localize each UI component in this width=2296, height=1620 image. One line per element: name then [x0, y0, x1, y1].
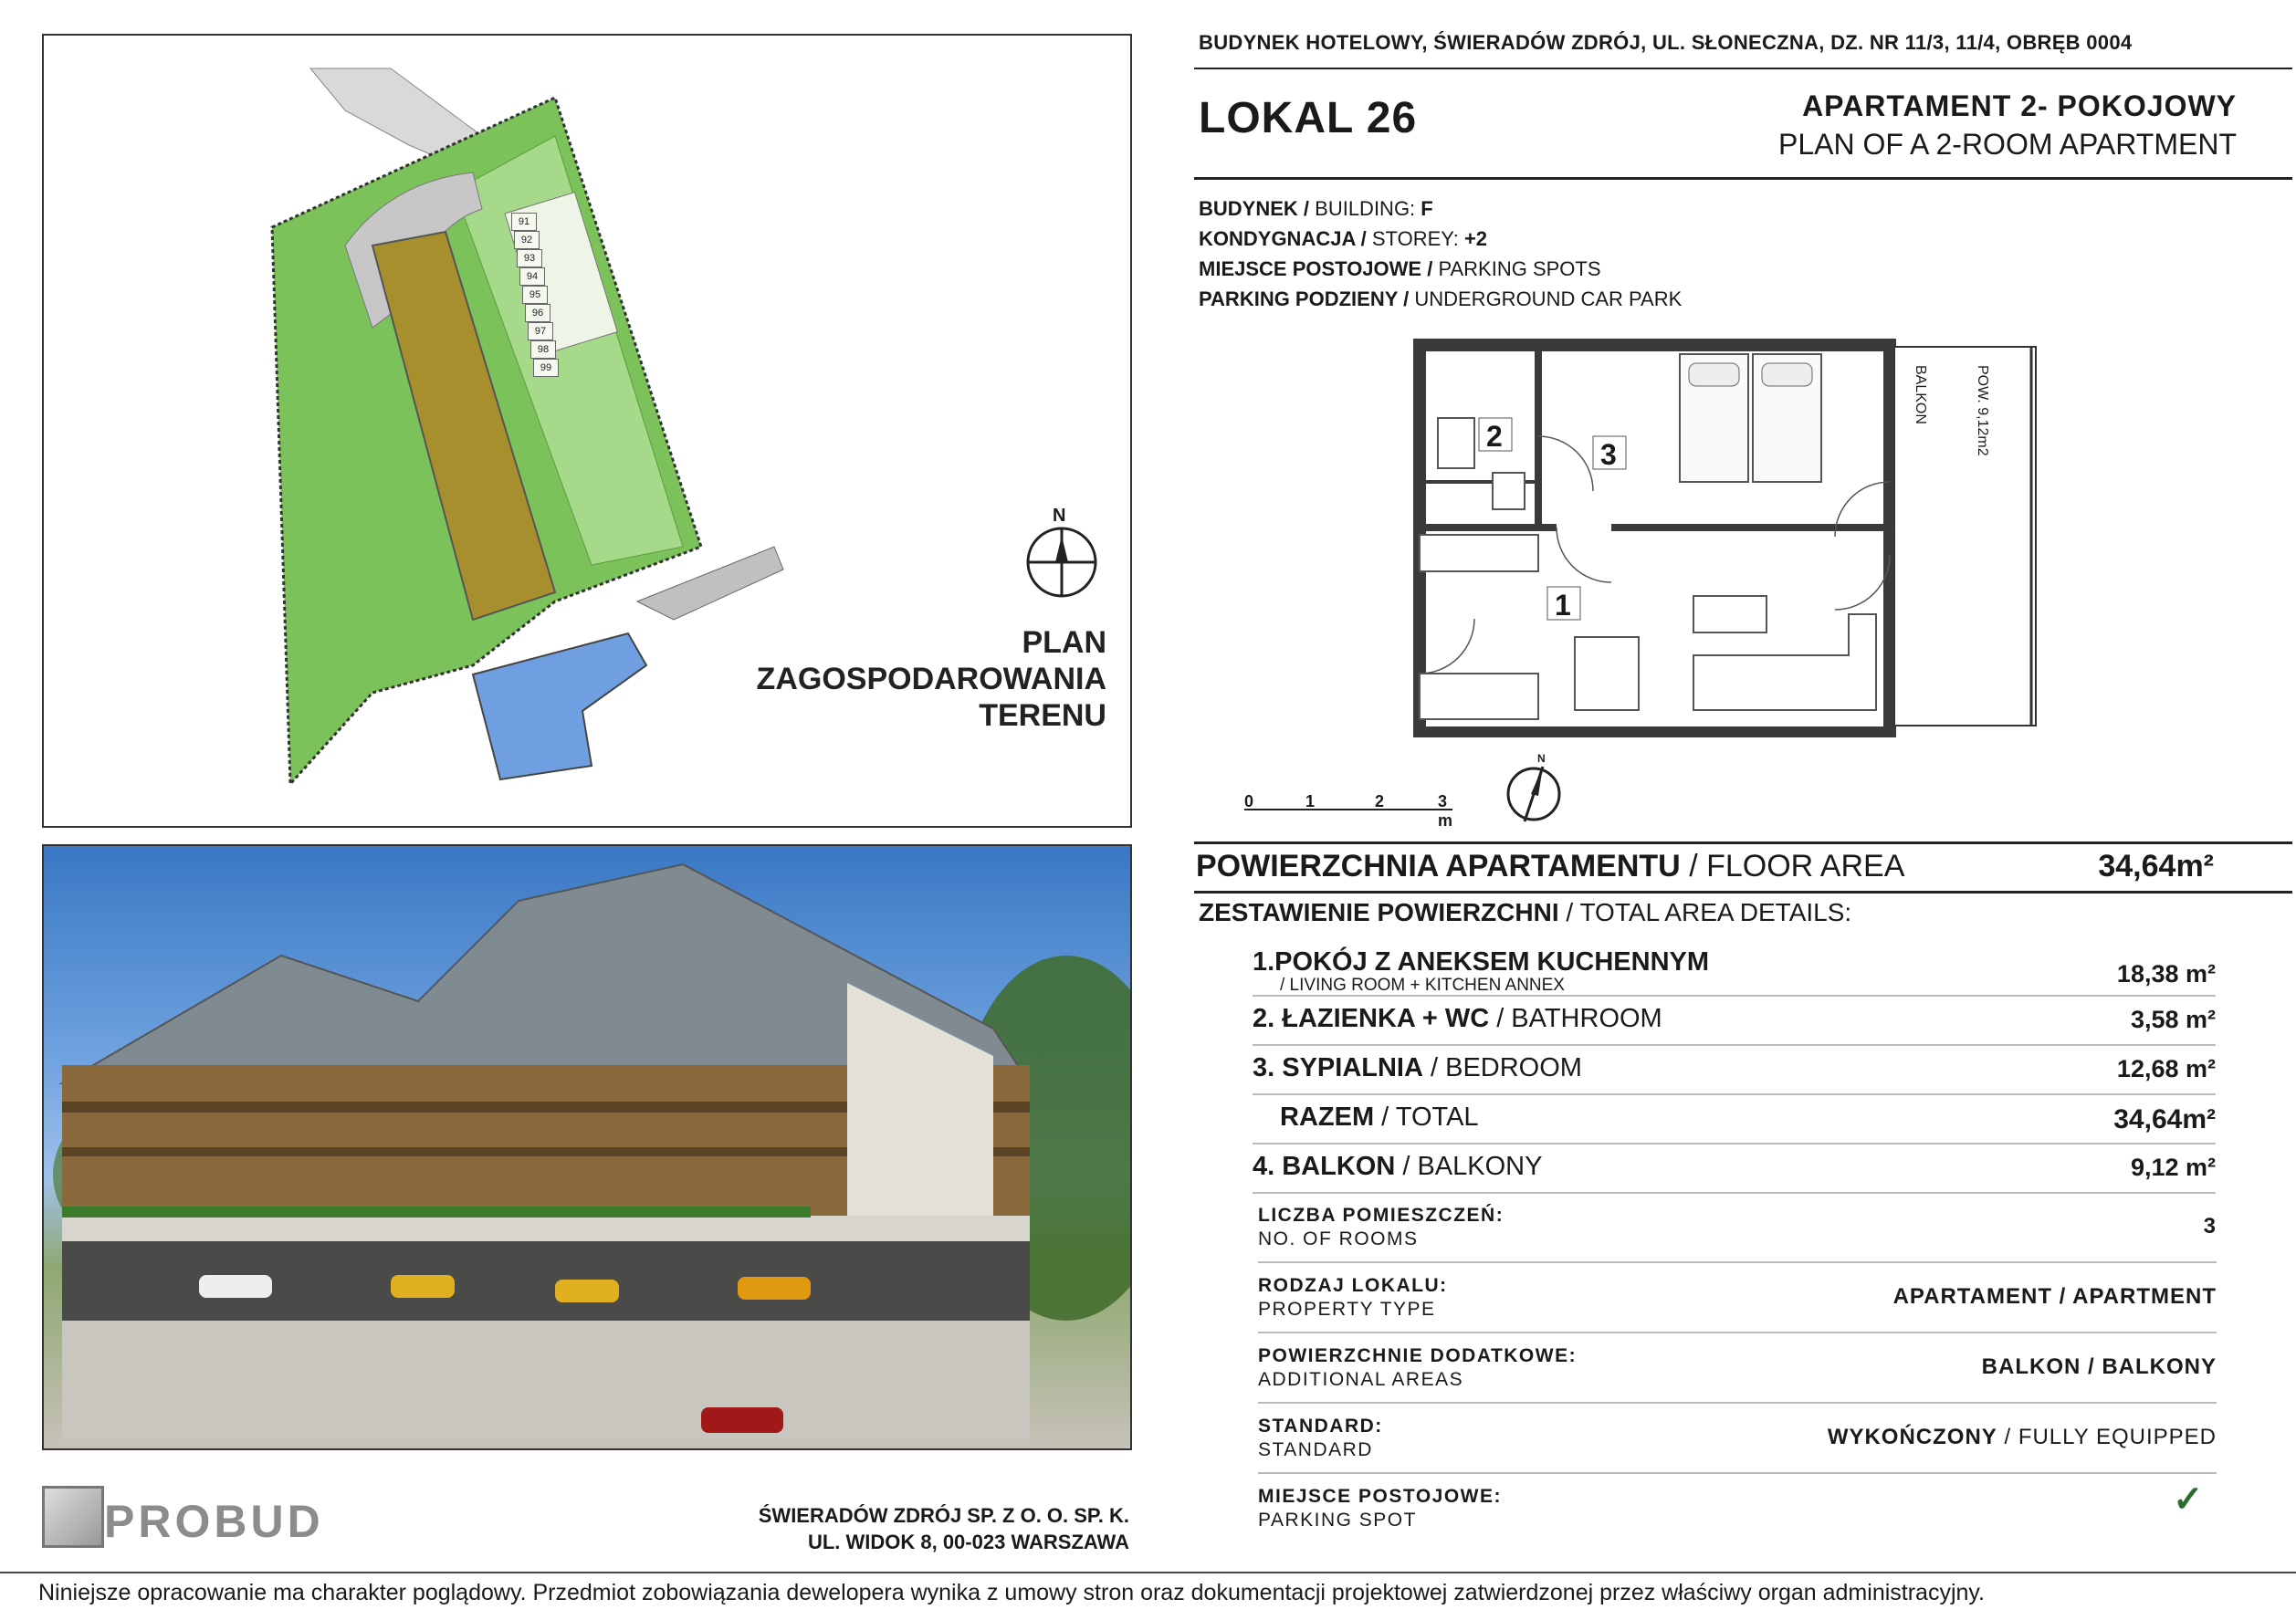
site-plan-title-line: TERENU	[979, 698, 1106, 733]
detail-row	[1199, 224, 1838, 254]
balcony-area-label: POW. 9,12m2	[1975, 365, 1990, 456]
kitchen-counter	[1420, 535, 1538, 571]
pool	[473, 633, 646, 779]
detail-label-en: STOREY:	[1371, 227, 1464, 250]
building-render	[42, 844, 1132, 1450]
room-name-pl: 1.POKÓJ Z ANEKSEM KUCHENNYM	[1253, 947, 1710, 977]
detail-key: MIEJSCE POSTOJOWE	[1199, 257, 1422, 280]
detail-sep: /	[1297, 197, 1316, 220]
total-details-sep: /	[1558, 898, 1580, 926]
property-label-en: PARKING SPOT	[1258, 1510, 1417, 1531]
coffee-table	[1693, 596, 1767, 632]
parking-number: 91	[511, 213, 537, 231]
room-number-2: 2	[1486, 420, 1503, 453]
room-name-en: / BEDROOM	[1422, 1053, 1582, 1082]
property-label-en: STANDARD	[1258, 1439, 1373, 1460]
room-name-en: / LIVING ROOM + KITCHEN ANNEX	[1280, 976, 1565, 995]
floor-area-value: 34,64m²	[2098, 849, 2214, 883]
room-area-value: 34,64m²	[2113, 1104, 2216, 1134]
floor-north-label: N	[1537, 752, 1546, 765]
detail-sep: /	[1398, 287, 1415, 310]
property-row	[1258, 1196, 2217, 1263]
room-name	[1253, 947, 1709, 994]
property-value-bold: 3	[2203, 1214, 2217, 1239]
property-label-en: PROPERTY TYPE	[1258, 1299, 1436, 1320]
room-area-row	[1253, 1146, 2216, 1194]
parking-number: 93	[517, 249, 542, 267]
detail-key: BUDYNEK	[1199, 197, 1298, 220]
parking-number-list	[511, 213, 552, 377]
address-header: BUDYNEK HOTELOWY, ŚWIERADÓW ZDRÓJ, UL. SŁONECZNA, DZ. NR 11/3, 11/4, OBRĘB 0004	[1199, 31, 2133, 54]
room-area-table	[1253, 942, 2216, 1188]
room-area-value: 9,12 m²	[2130, 1154, 2216, 1181]
room-area-row	[1253, 1097, 2216, 1144]
property-value-rest: / FULLY EQUIPPED	[1997, 1425, 2217, 1449]
room-name	[1253, 1004, 1662, 1034]
apartment-type-pl: APARTAMENT 2- POKOJOWY	[1802, 89, 2237, 122]
property-label-pl: LICZBA POMIESZCZEŃ:	[1258, 1205, 1504, 1226]
apartment-type-en: PLAN OF A 2-ROOM APARTMENT	[1777, 128, 2237, 161]
property-row	[1258, 1477, 2217, 1542]
detail-label-en: PARKING SPOTS	[1438, 257, 1601, 280]
detail-value: +2	[1463, 227, 1488, 250]
details-list	[1199, 193, 1838, 314]
room-area-row	[1253, 998, 2216, 1046]
detail-label-en: BUILDING:	[1315, 197, 1421, 220]
lokal-title: LOKAL 26	[1199, 94, 1418, 142]
logo-mark	[42, 1486, 104, 1548]
scale-1: 1	[1305, 792, 1316, 810]
area-rule-mid	[1194, 891, 2292, 894]
logo-text: PROBUD	[104, 1496, 324, 1547]
detail-label-en: UNDERGROUND CAR PARK	[1414, 287, 1683, 310]
detail-key: PARKING PODZIENY	[1199, 287, 1398, 310]
room-area-value: 12,68 m²	[2116, 1055, 2216, 1082]
room-name-pl: 2. ŁAZIENKA + WC	[1253, 1004, 1490, 1033]
total-details-label	[1199, 898, 1851, 927]
property-row	[1258, 1336, 2217, 1404]
scale-bar	[1244, 792, 1459, 830]
room-name	[1280, 1103, 1479, 1133]
site-north-label: N	[1053, 506, 1066, 526]
detail-row	[1199, 254, 1838, 284]
parking-number: 95	[522, 286, 548, 304]
room-name-pl: RAZEM	[1280, 1103, 1375, 1132]
property-value-bold: APARTAMENT / APARTMENT	[1892, 1284, 2217, 1309]
parking-checkmark-icon: ✓	[2173, 1479, 2204, 1520]
site-plan-panel	[42, 34, 1132, 828]
property-value	[1893, 1284, 2217, 1310]
render-terrace	[62, 1216, 1030, 1241]
header-rule-1	[1194, 68, 2292, 69]
floor-area-sep: /	[1680, 849, 1707, 883]
site-plan-title-line: PLAN	[1022, 625, 1106, 660]
parking-number: 94	[519, 267, 545, 286]
total-details-en: TOTAL AREA DETAILS:	[1579, 898, 1852, 926]
parking-number: 96	[525, 304, 550, 322]
room-number-1: 1	[1555, 589, 1571, 622]
floor-area-pl: POWIERZCHNIA APARTAMENTU	[1196, 849, 1681, 883]
site-plan-title-line: ZAGOSPODAROWANIA	[756, 662, 1106, 696]
room-name-pl: 4. BALKON	[1253, 1152, 1396, 1181]
room-area-value: 18,38 m²	[2116, 960, 2216, 988]
company-address-line1: ŚWIERADÓW ZDRÓJ SP. Z O. O. SP. K.	[758, 1504, 1129, 1527]
detail-key: KONDYGNACJA	[1199, 227, 1356, 250]
balcony-label: BALKON	[1913, 365, 1928, 424]
scale-2: 2	[1375, 792, 1385, 810]
property-value	[1828, 1425, 2217, 1450]
room-name-en: / BATHROOM	[1489, 1004, 1662, 1033]
total-details-pl: ZESTAWIENIE POWIERZCHNI	[1199, 898, 1559, 926]
detail-sep: /	[1421, 257, 1439, 280]
floor-area-en: FLOOR AREA	[1706, 849, 1905, 883]
detail-row	[1199, 193, 1838, 224]
property-label-en: ADDITIONAL AREAS	[1258, 1369, 1464, 1390]
room-area-row	[1253, 1048, 2216, 1095]
scale-3: 3 m	[1438, 792, 1453, 830]
parking-number: 98	[530, 340, 556, 359]
property-label-pl: POWIERZCHNIE DODATKOWE:	[1258, 1345, 1578, 1366]
property-row	[1258, 1406, 2217, 1474]
scale-0: 0	[1244, 792, 1254, 810]
room-name	[1253, 1152, 1542, 1182]
company-address-line2: UL. WIDOK 8, 00-023 WARSZAWA	[807, 1531, 1129, 1553]
property-label-en: NO. OF ROOMS	[1258, 1228, 1419, 1249]
floor-area-label	[1196, 849, 1904, 884]
room-area-value: 3,58 m²	[2130, 1006, 2216, 1033]
area-rule-top	[1194, 841, 2292, 844]
room-name-en: / BALKONY	[1395, 1152, 1543, 1181]
detail-sep: /	[1355, 227, 1372, 250]
detail-value: F	[1421, 197, 1433, 220]
property-value	[1982, 1354, 2217, 1380]
property-row	[1258, 1266, 2217, 1333]
property-value-bold: BALKON / BALKONY	[1981, 1354, 2217, 1379]
detail-row	[1199, 284, 1838, 314]
dining-table	[1575, 637, 1639, 710]
floor-north-arrow-icon	[1502, 758, 1566, 831]
property-table	[1258, 1196, 2217, 1542]
footer-rule	[0, 1572, 2296, 1573]
property-label-pl: STANDARD:	[1258, 1416, 1383, 1437]
property-label-pl: RODZAJ LOKALU:	[1258, 1275, 1448, 1296]
floor-plan-drawing	[1401, 336, 2059, 737]
site-plan-title	[757, 624, 1106, 734]
disclaimer-text: Niniejsze opracowanie ma charakter poglądowy. Przedmiot zobowiązania dewelopera wynika z umowy stron oraz dokumentacji projektowej zatwierdzonej przez właściwy organ administracyjny.	[38, 1580, 1985, 1605]
property-label-pl: MIEJSCE POSTOJOWE:	[1258, 1486, 1502, 1507]
render-illustration	[44, 846, 1130, 1448]
parking-number: 99	[533, 359, 559, 377]
room-number-3: 3	[1600, 438, 1617, 471]
room-name	[1253, 1053, 1582, 1083]
header-rule-2	[1194, 177, 2292, 180]
room-name-en: / TOTAL	[1374, 1103, 1479, 1132]
company-logo	[42, 1486, 435, 1548]
room-area-row	[1253, 942, 2216, 997]
parking-number: 97	[528, 322, 553, 340]
property-value	[2204, 1214, 2217, 1239]
room-name-pl: 3. SYPIALNIA	[1253, 1053, 1423, 1082]
property-value-bold: WYKOŃCZONY	[1827, 1425, 1997, 1449]
parking-number: 92	[514, 231, 540, 249]
